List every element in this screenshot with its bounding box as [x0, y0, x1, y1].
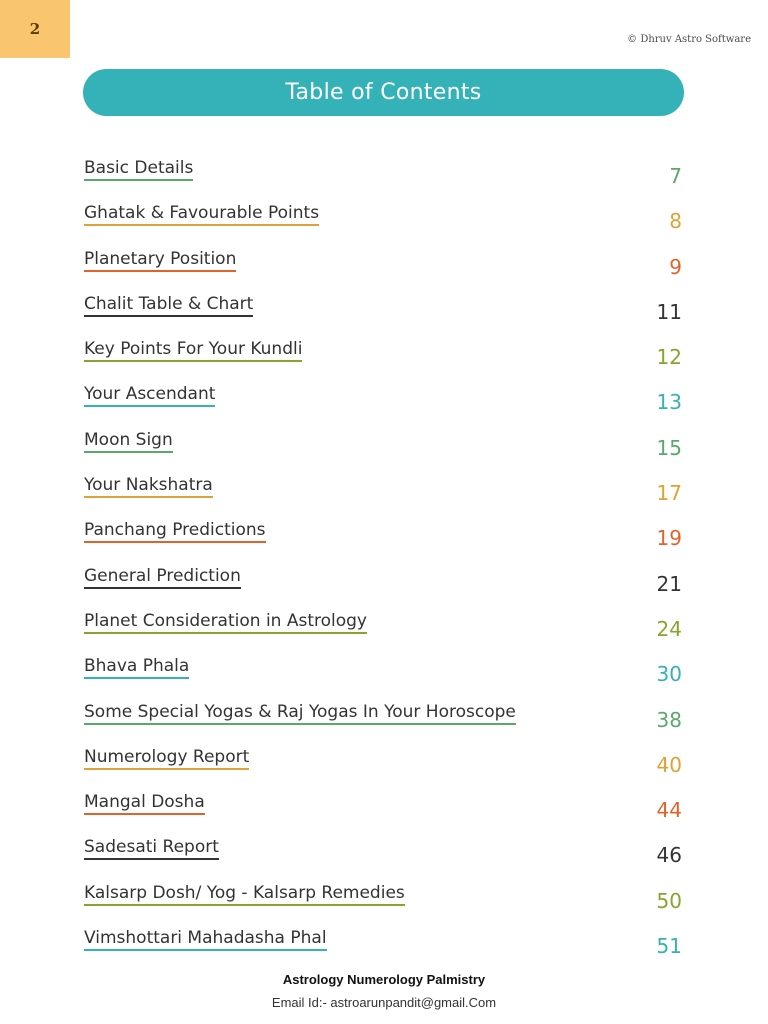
toc-entry-link[interactable]: General Prediction: [84, 566, 241, 589]
toc-entry-link[interactable]: Key Points For Your Kundli: [84, 339, 302, 362]
toc-entry: [84, 426, 684, 471]
toc-entry-page: 11: [656, 299, 682, 324]
toc-entry-link[interactable]: Kalsarp Dosh/ Yog - Kalsarp Remedies: [84, 883, 405, 906]
toc-entry-page: 40: [656, 752, 682, 777]
toc-entry: [84, 652, 684, 697]
toc-header-banner: [83, 69, 684, 116]
footer-tagline: Astrology Numerology Palmistry: [282, 972, 486, 987]
toc-entry-page: 44: [656, 798, 682, 823]
toc-entry-page: 51: [656, 934, 682, 959]
toc-entry: [84, 879, 684, 924]
toc-entry: [84, 516, 684, 561]
toc-entry-page: 13: [656, 390, 682, 415]
toc-list: [84, 154, 684, 969]
toc-entry-link[interactable]: Numerology Report: [84, 747, 249, 770]
toc-entry: [84, 245, 684, 290]
toc-entry-page: 17: [656, 481, 682, 506]
toc-entry-page: 12: [656, 345, 682, 370]
toc-entry-page: 7: [669, 164, 682, 188]
toc-entry: [84, 788, 684, 833]
toc-entry-link[interactable]: Your Nakshatra: [84, 475, 213, 498]
toc-entry-link[interactable]: Planetary Position: [84, 249, 236, 272]
page-number: 2: [29, 20, 41, 38]
toc-entry-page: 19: [656, 526, 682, 551]
toc-entry: [84, 380, 684, 425]
toc-entry-page: 24: [656, 616, 682, 641]
page-title: Table of Contents: [285, 80, 482, 105]
toc-entry-page: 21: [656, 571, 682, 596]
toc-entry-page: 46: [656, 843, 682, 868]
toc-entry-page: 8: [669, 209, 682, 234]
toc-entry: [84, 924, 684, 969]
toc-entry: [84, 199, 684, 244]
toc-entry-link[interactable]: Mangal Dosha: [84, 792, 205, 815]
toc-entry-link[interactable]: Sadesati Report: [84, 837, 219, 860]
toc-entry: [84, 743, 684, 788]
toc-entry: [84, 698, 684, 743]
toc-entry: [84, 335, 684, 380]
toc-entry-link[interactable]: Moon Sign: [84, 430, 173, 453]
toc-entry: [84, 290, 684, 335]
copyright-text: © Dhruv Astro Software: [627, 34, 751, 45]
toc-entry-page: 38: [656, 707, 682, 732]
toc-entry: [84, 833, 684, 878]
toc-entry: [84, 607, 684, 652]
toc-entry-page: 50: [656, 888, 682, 913]
toc-entry-page: 15: [656, 435, 682, 460]
toc-entry-link[interactable]: Ghatak & Favourable Points: [84, 203, 319, 226]
footer-email: Email Id:- astroarunpandit@gmail.Com: [271, 995, 497, 1010]
toc-entry-link[interactable]: Bhava Phala: [84, 656, 189, 679]
toc-entry-link[interactable]: Vimshottari Mahadasha Phal: [84, 928, 327, 951]
page-number-badge: [0, 0, 70, 58]
toc-entry: [84, 154, 684, 199]
toc-entry-link[interactable]: Chalit Table & Chart: [84, 294, 253, 317]
toc-entry-link[interactable]: Basic Details: [84, 158, 193, 181]
toc-entry-link[interactable]: Panchang Predictions: [84, 520, 266, 543]
toc-entry: [84, 562, 684, 607]
toc-entry-link[interactable]: Your Ascendant: [84, 384, 215, 407]
toc-entry: [84, 471, 684, 516]
toc-entry-link[interactable]: Some Special Yogas & Raj Yogas In Your Horoscope: [84, 702, 516, 725]
toc-entry-page: 9: [669, 254, 682, 279]
toc-entry-link[interactable]: Planet Consideration in Astrology: [84, 611, 367, 634]
toc-entry-page: 30: [656, 662, 682, 687]
